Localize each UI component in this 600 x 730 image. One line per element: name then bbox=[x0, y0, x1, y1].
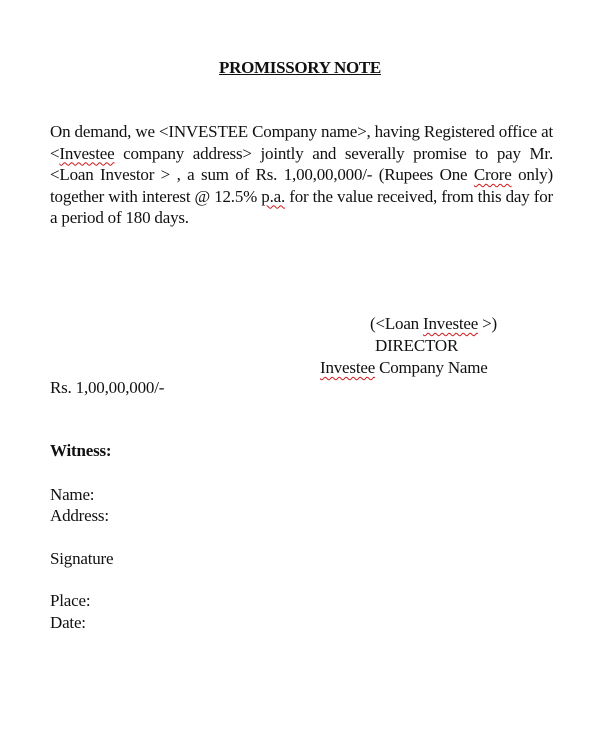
body-text-part-2-spellcheck: Investee bbox=[59, 143, 115, 163]
date-label: Date: bbox=[50, 613, 86, 632]
document-title bbox=[0, 58, 600, 78]
body-text-part-1: On demand, we <INVESTEE Company name>, having Registered office at < bbox=[50, 122, 553, 163]
signatory-title: DIRECTOR bbox=[375, 336, 459, 355]
signatory-company-line bbox=[320, 357, 560, 379]
company-investee-word: Investee bbox=[320, 358, 376, 377]
witness-heading: Witness: bbox=[50, 441, 112, 460]
body-paragraph bbox=[50, 121, 553, 229]
amount-figure: Rs. 1,00,00,000/- bbox=[50, 378, 165, 397]
witness-name-label: Name: bbox=[50, 485, 95, 504]
witness-address-label: Address: bbox=[50, 506, 109, 525]
body-text-part-4-spellcheck: Crore bbox=[473, 165, 512, 184]
body-text-part-5: only) together with interest @ 12.5% bbox=[50, 165, 554, 206]
signatory-suffix: >) bbox=[478, 314, 497, 333]
body-text-part-6-spellcheck: p.a. bbox=[261, 186, 286, 206]
witness-signature-label: Signature bbox=[50, 549, 114, 568]
company-name-text: Company Name bbox=[375, 358, 488, 377]
body-text-part-3: company address> jointly and severally promise to pay Mr. <Loan Investor > , a sum of Rs. 1,00,00,000/- (Rupees One bbox=[50, 143, 553, 184]
signatory-investee-word: Investee bbox=[423, 314, 479, 333]
body-text-part-7: for the value received, from this day for a period of 180 days. bbox=[50, 186, 553, 227]
signatory-prefix: (<Loan bbox=[370, 314, 424, 333]
signatory-name-line bbox=[370, 313, 560, 335]
signature-block bbox=[300, 313, 560, 379]
place-label: Place: bbox=[50, 591, 91, 610]
title-text: PROMISSORY NOTE bbox=[219, 58, 381, 77]
